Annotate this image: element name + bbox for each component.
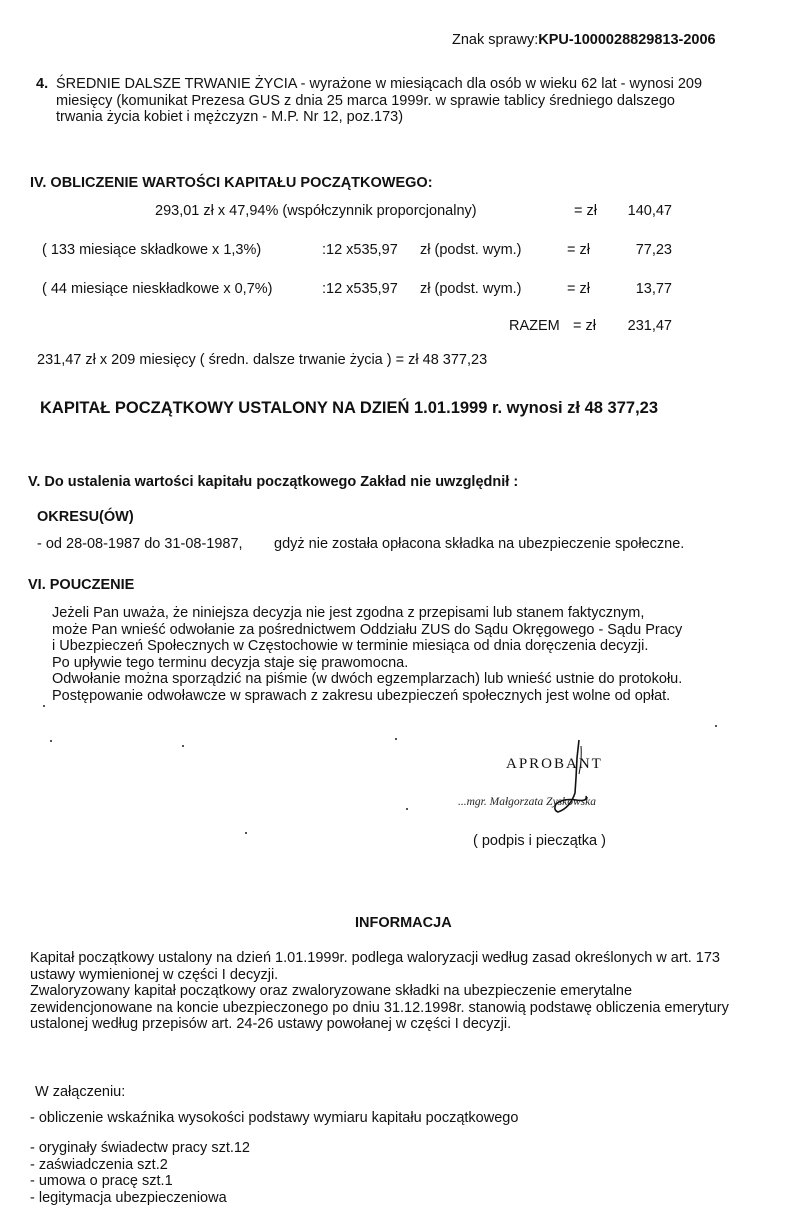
scan-speck — [182, 745, 184, 747]
section-v-title: V. Do ustalenia wartości kapitału początkowego Zakład nie uwzględnił : — [28, 474, 519, 490]
stamp-name: ...mgr. Małgorzata Zyskowska — [458, 796, 597, 808]
section4-line: ŚREDNIE DALSZE TRWANIE ŻYCIA - wyrażone w miesiącach dla osób w wieku 62 lat - wynosi 209 — [56, 76, 703, 92]
calc-row3-mult: :12 x535,97 — [322, 281, 398, 297]
stamp-title: APROBANT — [506, 756, 603, 772]
section-iv-title: IV. OBLICZENIE WARTOŚCI KAPITAŁU POCZĄTKOWEGO: — [30, 175, 433, 191]
approval-stamp — [458, 738, 658, 828]
case-number-label: Znak sprawy: — [452, 32, 539, 48]
information-line: ustawy wymienionej w części I decyzji. — [30, 966, 279, 983]
calc-total-label: RAZEM — [509, 318, 560, 334]
calc-row3-value: 13,77 — [635, 281, 672, 297]
instruction-text — [52, 605, 682, 704]
calc-row1-value: 140,47 — [627, 203, 672, 219]
calc-row2-base: zł (podst. wym.) — [420, 242, 522, 258]
instruction-line: Jeżeli Pan uważa, że niniejsza decyzja nie jest zgodna z przepisami lub stanem faktycznym, — [52, 605, 645, 621]
scan-speck — [43, 705, 45, 707]
scan-speck — [245, 832, 247, 834]
section4-line: miesięcy (komunikat Prezesa GUS z dnia 25 marca 1999r. w sprawie tablicy średniego dalszego — [56, 92, 675, 109]
attachments-title: W załączeniu: — [35, 1084, 126, 1100]
calc-row2-mult: :12 x535,97 — [322, 242, 398, 258]
section-vi-title: VI. POUCZENIE — [28, 577, 135, 593]
instruction-line: może Pan wnieść odwołanie za pośrednictwem Oddziału ZUS do Sądu Okręgowego - Sądu Pracy — [52, 621, 683, 638]
attachment-item: - umowa o pracę szt.1 — [30, 1173, 173, 1189]
excluded-period: - od 28-08-1987 do 31-08-1987, — [37, 536, 243, 552]
scan-speck — [715, 725, 717, 727]
signature-caption: ( podpis i pieczątka ) — [473, 833, 606, 849]
scan-speck — [395, 738, 397, 740]
section4-number: 4. — [36, 76, 49, 92]
information-line: zewidencjonowane na koncie ubezpieczonego po dniu 31.12.1998r. stanowią podstawę obliczenia emerytury — [30, 999, 729, 1016]
attachment-first: - obliczenie wskaźnika wysokości podstawy wymiaru kapitału początkowego — [30, 1110, 519, 1126]
instruction-line: i Ubezpieczeń Społecznych w Częstochowie w terminie miesiąca od dnia doręczenia decyzji. — [52, 638, 649, 654]
attachment-item: - oryginały świadectw pracy szt.12 — [30, 1140, 250, 1156]
section4-text — [56, 76, 702, 126]
attachment-item: - zaświadczenia szt.2 — [30, 1156, 168, 1173]
scan-speck — [50, 740, 52, 742]
calc-row3-base: zł (podst. wym.) — [420, 281, 522, 297]
calc-row3-eq: = zł — [567, 281, 590, 297]
handwritten-signature — [458, 738, 658, 828]
final-calculation: 231,47 zł x 209 miesięcy ( średn. dalsze trwanie życia ) = zł 48 377,23 — [37, 352, 488, 368]
section-v-subtitle: OKRESU(ÓW) — [37, 509, 134, 525]
instruction-line: Po upływie tego terminu decyzja staje się prawomocna. — [52, 654, 409, 671]
section4-line: trwania życia kobiet i mężczyzn - M.P. Nr 12, poz.173) — [56, 109, 404, 125]
information-line: Kapitał początkowy ustalony na dzień 1.01.1999r. podlega waloryzacji według zasad określonych w art. 173 — [30, 950, 720, 966]
information-line: Zwaloryzowany kapitał początkowy oraz zwaloryzowane składki na ubezpieczenie emerytalne — [30, 983, 633, 999]
calc-row1-formula: 293,01 zł x 47,94% (współczynnik proporcjonalny) — [155, 203, 477, 219]
calc-row1-eq: = zł — [574, 203, 597, 219]
calc-total-eq: = zł — [573, 318, 596, 334]
information-text — [30, 950, 729, 1033]
case-number-line — [452, 32, 716, 49]
information-line: ustalonej według przepisów art. 24-26 ustawy powołanej w części I decyzji. — [30, 1016, 512, 1032]
calc-row2-eq: = zł — [567, 242, 590, 258]
instruction-line: Odwołanie można sporządzić na piśmie (w dwóch egzemplarzach) lub wnieść ustnie do protokołu. — [52, 671, 683, 687]
attachments-list — [30, 1140, 250, 1206]
case-number-value: KPU-1000028829813-2006 — [538, 32, 716, 48]
calc-row2-value: 77,23 — [635, 242, 672, 258]
calc-row2-desc: ( 133 miesiące składkowe x 1,3%) — [42, 242, 262, 258]
scan-speck — [406, 808, 408, 810]
calc-total-value: 231,47 — [627, 318, 672, 334]
excluded-reason: gdyż nie została opłacona składka na ubezpieczenie społeczne. — [274, 536, 685, 552]
information-title: INFORMACJA — [355, 915, 452, 931]
result-statement: KAPITAŁ POCZĄTKOWY USTALONY NA DZIEŃ 1.01.1999 r. wynosi zł 48 377,23 — [40, 399, 659, 417]
calc-row3-desc: ( 44 miesiące nieskładkowe x 0,7%) — [42, 281, 273, 297]
attachment-item: - legitymacja ubezpieczeniowa — [30, 1189, 227, 1206]
instruction-line: Postępowanie odwoławcze w sprawach z zakresu ubezpieczeń społecznych jest wolne od opłat. — [52, 687, 671, 704]
